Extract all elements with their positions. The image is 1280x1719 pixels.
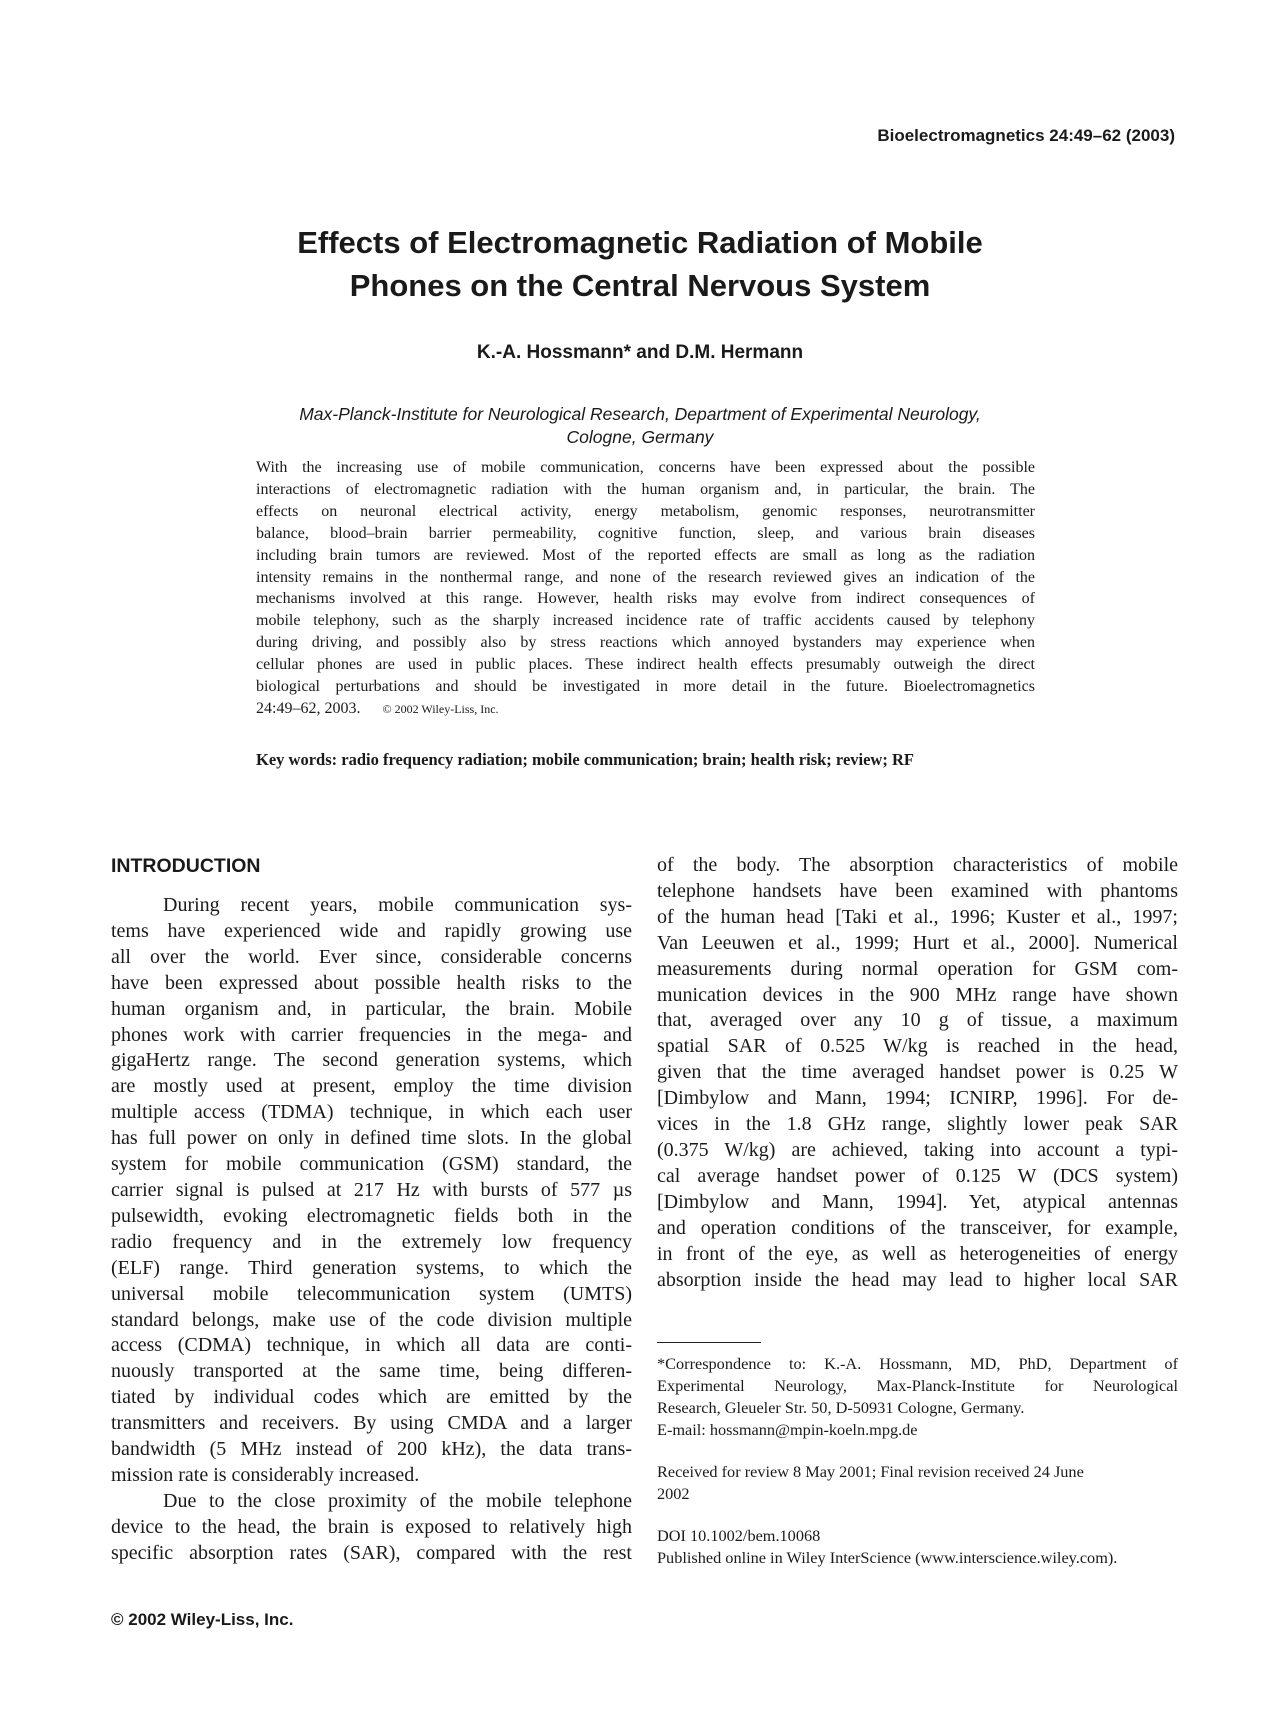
abstract-line: mobile telephony, such as the sharply increased incidence rate of traffic accidents caused by telephony bbox=[256, 612, 1035, 630]
body-line: specific absorption rates (SAR), compared with the rest bbox=[111, 1541, 632, 1564]
title-line: Phones on the Central Nervous System bbox=[349, 268, 931, 303]
section-heading-introduction: INTRODUCTION bbox=[111, 855, 261, 877]
affiliation-line: Max-Planck-Institute for Neurological Research, Department of Experimental Neurology, bbox=[299, 404, 981, 424]
footnote-line: Received for review 8 May 2001; Final revision received 24 June bbox=[657, 1462, 1084, 1481]
footnote-line: Experimental Neurology, Max-Planck-Institute for Neurological bbox=[657, 1376, 1178, 1395]
abstract-copyright: © 2002 Wiley-Liss, Inc. bbox=[382, 701, 499, 716]
footnote-line: Research, Gleueler Str. 50, D-50931 Cologne, Germany. bbox=[657, 1398, 1025, 1417]
abstract-line bbox=[256, 698, 1035, 721]
journal-citation: Bioelectromagnetics 24:49–62 (2003) bbox=[877, 126, 1175, 145]
abstract-line: effects on neuronal electrical activity, energy metabolism, genomic responses, neurotransmitter bbox=[256, 502, 1035, 520]
body-line: During recent years, mobile communication sys- bbox=[163, 894, 632, 916]
keywords: Key words: radio frequency radiation; mobile communication; brain; health risk; review; RF bbox=[256, 750, 914, 769]
body-column-left bbox=[111, 893, 632, 1567]
body-line: (0.375 W/kg) are achieved, taking into account a typi- bbox=[657, 1138, 1178, 1161]
body-line: bandwidth (5 MHz instead of 200 kHz), the data trans- bbox=[111, 1438, 632, 1461]
body-line: device to the head, the brain is exposed to relatively high bbox=[111, 1515, 632, 1538]
body-line: and operation conditions of the transceiver, for example, bbox=[657, 1216, 1178, 1239]
footnote-line: *Correspondence to: K.-A. Hossmann, MD, PhD, Department of bbox=[657, 1354, 1178, 1373]
abstract-line: balance, blood–brain barrier permeability, cognitive function, sleep, and various brain diseases bbox=[256, 524, 1035, 542]
footnotes bbox=[657, 1353, 1178, 1589]
affiliation-line: Cologne, Germany bbox=[566, 427, 714, 447]
body-line: system for mobile communication (GSM) standard, the bbox=[111, 1153, 632, 1176]
abstract-line: With the increasing use of mobile communication, concerns have been expressed about the possible bbox=[256, 459, 1035, 476]
body-line: (ELF) range. Third generation systems, to which the bbox=[111, 1256, 632, 1279]
body-line: human organism and, in particular, the brain. Mobile bbox=[111, 997, 632, 1020]
footnote-correspondence bbox=[657, 1353, 1178, 1441]
body-line: standard belongs, make use of the code division multiple bbox=[111, 1308, 632, 1331]
body-line: pulsewidth, evoking electromagnetic fields both in the bbox=[111, 1204, 632, 1227]
abstract-line: including brain tumors are reviewed. Most of the reported effects are small as long as the radiation bbox=[256, 546, 1035, 564]
abstract bbox=[256, 457, 1035, 721]
body-line: of the human head [Taki et al., 1996; Kuster et al., 1997; bbox=[657, 905, 1178, 928]
footer-copyright: © 2002 Wiley-Liss, Inc. bbox=[111, 1610, 294, 1629]
body-column-right bbox=[657, 853, 1178, 1293]
body-line: are mostly used at present, employ the time division bbox=[111, 1075, 632, 1098]
body-line: Van Leeuwen et al., 1999; Hurt et al., 2000]. Numerical bbox=[657, 931, 1178, 954]
body-line: all over the world. Ever since, considerable concerns bbox=[111, 945, 632, 968]
body-line: of the body. The absorption characteristics of mobile bbox=[657, 854, 1178, 876]
footnote-line: E-mail: hossmann@mpin-koeln.mpg.de bbox=[657, 1420, 918, 1439]
footnote-doi bbox=[657, 1525, 1178, 1569]
body-line: have been expressed about possible health risks to the bbox=[111, 971, 632, 994]
abstract-line: during driving, and possibly also by stress reactions which annoyed bystanders may experience when bbox=[256, 634, 1035, 652]
body-line: vices in the 1.8 GHz range, slightly lower peak SAR bbox=[657, 1113, 1178, 1136]
body-line: munication devices in the 900 MHz range have shown bbox=[657, 983, 1178, 1006]
body-line: given that the time averaged handset power is 0.25 W bbox=[657, 1061, 1178, 1084]
abstract-line: intensity remains in the nonthermal range, and none of the research reviewed gives an indication of the bbox=[256, 568, 1035, 586]
body-line: mission rate is considerably increased. bbox=[111, 1463, 420, 1486]
body-line: cal average handset power of 0.125 W (DCS system) bbox=[657, 1164, 1178, 1187]
body-line: has full power on only in defined time slots. In the global bbox=[111, 1127, 632, 1150]
body-line: multiple access (TDMA) technique, in which each user bbox=[111, 1101, 632, 1124]
body-line: access (CDMA) technique, in which all data are conti- bbox=[111, 1334, 632, 1357]
body-line: carrier signal is pulsed at 217 Hz with bursts of 577 µs bbox=[111, 1178, 632, 1201]
abstract-line: mechanisms involved at this range. However, health risks may evolve from indirect consequences of bbox=[256, 590, 1035, 608]
body-line: absorption inside the head may lead to higher local SAR bbox=[657, 1268, 1178, 1291]
body-line: universal mobile telecommunication system (UMTS) bbox=[111, 1282, 632, 1305]
body-line: [Dimbylow and Mann, 1994; ICNIRP, 1996]. For de- bbox=[657, 1087, 1178, 1110]
abstract-line: interactions of electromagnetic radiation with the human organism and, in particular, the brain. The bbox=[256, 480, 1035, 498]
body-line: that, averaged over any 10 g of tissue, a maximum bbox=[657, 1009, 1178, 1032]
body-line: gigaHertz range. The second generation systems, which bbox=[111, 1049, 632, 1072]
affiliation bbox=[0, 403, 1280, 449]
body-line: Due to the close proximity of the mobile telephone bbox=[163, 1489, 632, 1512]
body-line: tiated by individual codes which are emitted by the bbox=[111, 1386, 632, 1409]
footnote-line: DOI 10.1002/bem.10068 bbox=[657, 1526, 821, 1545]
body-line: phones work with carrier frequencies in the mega- and bbox=[111, 1023, 632, 1046]
abstract-line: cellular phones are used in public places. These indirect health effects presumably outweigh the direct bbox=[256, 656, 1035, 674]
footnote-line: 2002 bbox=[657, 1484, 690, 1503]
paper-title bbox=[0, 221, 1280, 307]
body-line: [Dimbylow and Mann, 1994]. Yet, atypical antennas bbox=[657, 1190, 1178, 1213]
body-line: telephone handsets have been examined with phantoms bbox=[657, 879, 1178, 902]
abstract-citation: 24:49–62, 2003. bbox=[256, 699, 361, 717]
footnote-divider bbox=[657, 1342, 761, 1343]
body-line: tems have experienced wide and rapidly growing use bbox=[111, 919, 632, 942]
body-line: spatial SAR of 0.525 W/kg is reached in the head, bbox=[657, 1035, 1178, 1058]
title-line: Effects of Electromagnetic Radiation of Mobile bbox=[297, 225, 983, 260]
body-line: radio frequency and in the extremely low frequency bbox=[111, 1230, 632, 1253]
footnote-received bbox=[657, 1461, 1178, 1505]
body-line: nuously transported at the same time, being differen- bbox=[111, 1360, 632, 1383]
footnote-line: Published online in Wiley InterScience (www.interscience.wiley.com). bbox=[657, 1548, 1118, 1567]
authors: K.-A. Hossmann* and D.M. Hermann bbox=[476, 342, 804, 363]
body-line: transmitters and receivers. By using CMDA and a larger bbox=[111, 1412, 632, 1435]
abstract-line: biological perturbations and should be investigated in more detail in the future. Bioelectromagnetics bbox=[256, 678, 1035, 696]
body-line: in front of the eye, as well as heterogeneities of energy bbox=[657, 1242, 1178, 1265]
body-line: measurements during normal operation for GSM com- bbox=[657, 957, 1178, 980]
